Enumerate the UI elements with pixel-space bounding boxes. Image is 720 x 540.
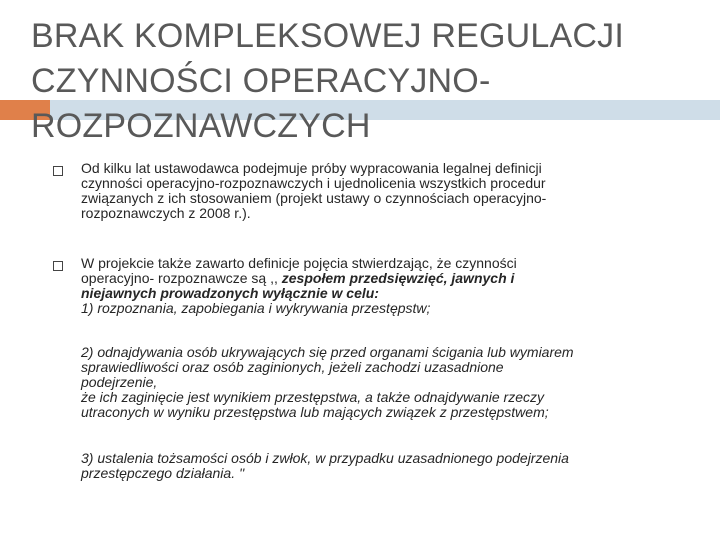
hollow-square-bullet-icon	[53, 261, 63, 271]
paragraph-line: W projekcie także zawarto definicje pojęcia stwierdzając, że czynności	[81, 255, 517, 271]
paragraph-line: podejrzenie,	[81, 374, 158, 390]
paragraph-line: 2) odnajdywania osób ukrywających się przed organami ścigania lub wymiarem	[81, 344, 574, 360]
title-line-1: BRAK KOMPLEKSOWEJ REGULACJI	[31, 17, 624, 55]
paragraph-line: że ich zaginięcie jest wynikiem przestępstwa, a także odnajdywanie rzeczy	[81, 389, 544, 405]
slide-title	[31, 14, 691, 149]
paragraph-line: związanych z ich stosowaniem (projekt ustawy o czynnościach operacyjno-	[81, 190, 547, 206]
paragraph-point-3	[81, 451, 691, 481]
paragraph-line: utraconych w wyniku przestępstwa lub mających związek z przestępstwem;	[81, 404, 549, 420]
paragraph-italic-line: 1) rozpoznania, zapobiegania i wykrywania przestępstw;	[81, 300, 431, 316]
paragraph-point-2	[81, 345, 691, 420]
hollow-square-bullet-icon	[53, 166, 63, 176]
paragraph-project-definition	[81, 256, 691, 316]
paragraph-line: czynności operacyjno-rozpoznawczych i ujednolicenia wszystkich procedur	[81, 175, 546, 191]
paragraph-bold-italic-text: zespołem przedsięwzięć, jawnych i	[281, 270, 515, 286]
paragraph-definition-attempts	[81, 161, 691, 221]
paragraph-line-mixed	[81, 271, 691, 286]
paragraph-line: rozpoznawczych z 2008 r.).	[81, 205, 251, 221]
paragraph-line: sprawiedliwości oraz osób zaginionych, jeżeli zachodzi uzasadnione	[81, 359, 504, 375]
paragraph-text: operacyjno- rozpoznawcze są ,,	[81, 270, 282, 286]
paragraph-line: Od kilku lat ustawodawca podejmuje próby wypracowania legalnej definicji	[81, 160, 542, 176]
title-line-2: CZYNNOŚCI OPERACYJNO-	[31, 62, 491, 100]
paragraph-line: przestępczego działania. ''	[81, 465, 245, 481]
paragraph-line: 3) ustalenia tożsamości osób i zwłok, w przypadku uzasadnionego podejrzenia	[81, 450, 569, 466]
title-line-3: ROZPOZNAWCZYCH	[31, 107, 371, 145]
paragraph-bold-italic-line: niejawnych prowadzonych wyłącznie w celu:	[81, 285, 379, 301]
